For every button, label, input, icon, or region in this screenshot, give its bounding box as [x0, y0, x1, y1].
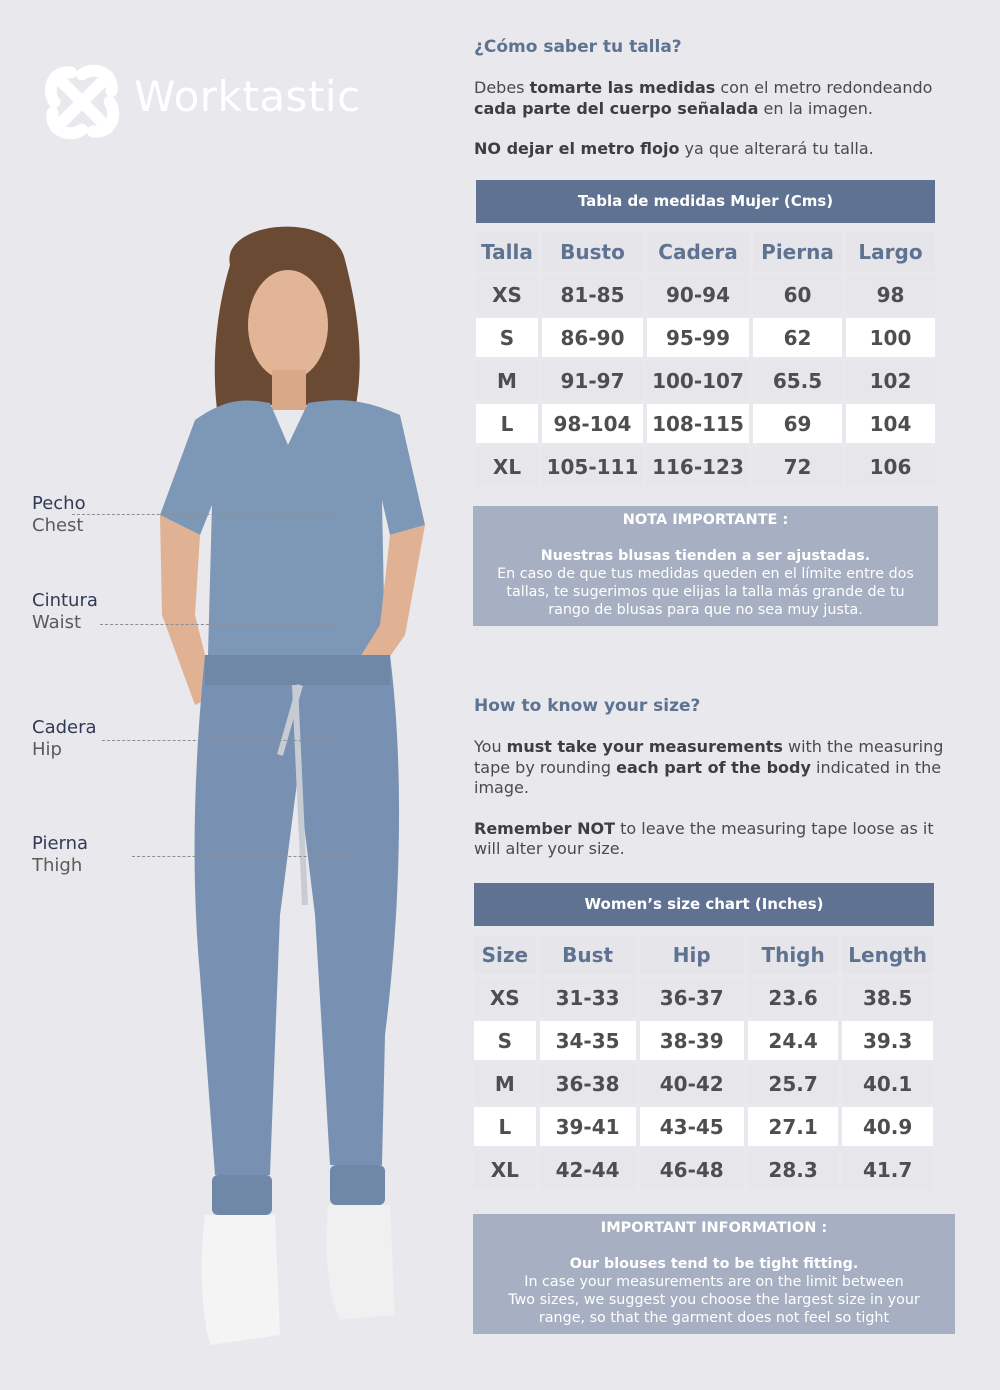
english-size-table: [474, 931, 937, 1193]
measurement-chest: [32, 493, 86, 537]
note-line: range, so that the garment does not feel so tight: [538, 1310, 890, 1326]
cell: 105-111: [542, 447, 643, 486]
table-row: [474, 978, 933, 1017]
spanish-warning: NO dejar el metro flojo ya que alterará tu talla.: [474, 139, 874, 158]
cell: XS: [474, 978, 536, 1017]
table-row: [476, 318, 935, 357]
cell: 34-35: [540, 1021, 636, 1060]
cell: 98-104: [542, 404, 643, 443]
model-photo: [100, 215, 440, 1365]
note-bold: Nuestras blusas tienden a ser ajustadas.: [540, 548, 871, 564]
table-row: [474, 1021, 933, 1060]
header-largo: Largo: [846, 232, 935, 271]
cell: 36-37: [640, 978, 744, 1017]
table-row: [476, 404, 935, 443]
note-line: En caso de que tus medidas queden en el límite entre dos: [497, 566, 914, 582]
cell: 108-115: [647, 404, 749, 443]
measurement-label-en: Waist: [32, 612, 82, 633]
spanish-section: [474, 37, 964, 160]
header-cadera: Cadera: [647, 232, 749, 271]
cell: 46-48: [640, 1150, 744, 1189]
measurement-label-es: Pecho: [32, 493, 86, 514]
cell: 27.1: [748, 1107, 838, 1146]
table-header-row: [474, 935, 933, 974]
cell: M: [474, 1064, 536, 1103]
measurement-label-en: Thigh: [32, 855, 83, 876]
table-row: [476, 447, 935, 486]
table-row: [476, 275, 935, 314]
cell: XL: [476, 447, 538, 486]
cell: 72: [753, 447, 842, 486]
cell: XS: [476, 275, 538, 314]
hip-dashed-line: [102, 740, 342, 741]
english-note-box: [473, 1214, 955, 1334]
cell: M: [476, 361, 538, 400]
measurement-label-en: Hip: [32, 739, 62, 760]
cell: 102: [846, 361, 935, 400]
spanish-instructions: Debes tomarte las medidas con el metro redondeando cada parte del cuerpo señalada en la imagen.: [474, 78, 933, 118]
measurement-waist: [32, 590, 98, 634]
cell: XL: [474, 1150, 536, 1189]
thigh-dashed-line: [132, 856, 347, 857]
cell: 104: [846, 404, 935, 443]
cell: 86-90: [542, 318, 643, 357]
cell: 41.7: [842, 1150, 933, 1189]
note-line: In case your measurements are on the limit between: [524, 1274, 904, 1290]
table-row: [474, 1150, 933, 1189]
table-row: [474, 1107, 933, 1146]
cell: 100-107: [647, 361, 749, 400]
measurement-hip: [32, 717, 97, 761]
note-line: Two sizes, we suggest you choose the largest size in your: [508, 1292, 920, 1308]
cell: 62: [753, 318, 842, 357]
measurement-label-es: Cintura: [32, 590, 98, 611]
waist-dashed-line: [100, 624, 340, 625]
cell: 65.5: [753, 361, 842, 400]
spanish-table-title: Tabla de medidas Mujer (Cms): [476, 180, 935, 223]
english-table-title: Women’s size chart (Inches): [474, 883, 934, 926]
cell: 31-33: [540, 978, 636, 1017]
header-busto: Busto: [542, 232, 643, 271]
cell: 100: [846, 318, 935, 357]
cell: 81-85: [542, 275, 643, 314]
cell: 116-123: [647, 447, 749, 486]
cell: 60: [753, 275, 842, 314]
english-instructions: You must take your measurements with the measuring tape by rounding each part of the body indicated in the image.: [474, 737, 944, 797]
cell: 95-99: [647, 318, 749, 357]
cell: 90-94: [647, 275, 749, 314]
table-header-row: [476, 232, 935, 271]
cell: 39-41: [540, 1107, 636, 1146]
cell: 23.6: [748, 978, 838, 1017]
english-question: How to know your size?: [474, 696, 701, 716]
note-line: tallas, te sugerimos que elijas la talla más grande de tu: [506, 584, 905, 600]
header-size: Size: [474, 935, 536, 974]
english-warning: Remember NOT to leave the measuring tape loose as it will alter your size.: [474, 818, 934, 858]
cell: 24.4: [748, 1021, 838, 1060]
spanish-question: ¿Cómo saber tu talla?: [474, 37, 682, 57]
worktastic-logo-icon: [36, 56, 128, 148]
cell: 39.3: [842, 1021, 933, 1060]
cell: 38.5: [842, 978, 933, 1017]
measurement-label-es: Cadera: [32, 717, 97, 738]
cell: 40-42: [640, 1064, 744, 1103]
note-bold: Our blouses tend to be tight fitting.: [569, 1256, 859, 1272]
table-row: [474, 1064, 933, 1103]
cell: 91-97: [542, 361, 643, 400]
header-talla: Talla: [476, 232, 538, 271]
note-title: NOTA IMPORTANTE :: [622, 512, 789, 528]
chest-dashed-line: [72, 514, 334, 515]
cell: 43-45: [640, 1107, 744, 1146]
cell: L: [474, 1107, 536, 1146]
cell: 40.9: [842, 1107, 933, 1146]
spanish-note-box: [473, 506, 938, 626]
cell: 69: [753, 404, 842, 443]
brand-name: Worktastic: [134, 71, 361, 121]
cell: 98: [846, 275, 935, 314]
header-hip: Hip: [640, 935, 744, 974]
header-bust: Bust: [540, 935, 636, 974]
cell: 106: [846, 447, 935, 486]
note-line: rango de blusas para que no sea muy justa.: [548, 602, 863, 618]
spanish-size-table: [476, 228, 939, 490]
brand-logo: [36, 55, 436, 149]
cell: 25.7: [748, 1064, 838, 1103]
table-row: [476, 361, 935, 400]
cell: 38-39: [640, 1021, 744, 1060]
measurement-thigh: [32, 833, 88, 877]
cell: 28.3: [748, 1150, 838, 1189]
cell: 42-44: [540, 1150, 636, 1189]
cell: L: [476, 404, 538, 443]
measurement-label-en: Chest: [32, 515, 84, 536]
measurement-label-es: Pierna: [32, 833, 89, 854]
cell: 36-38: [540, 1064, 636, 1103]
english-section: [474, 696, 964, 860]
cell: S: [476, 318, 538, 357]
cell: S: [474, 1021, 536, 1060]
header-thigh: Thigh: [748, 935, 838, 974]
header-length: Length: [842, 935, 933, 974]
header-pierna: Pierna: [753, 232, 842, 271]
note-title: IMPORTANT INFORMATION :: [600, 1220, 828, 1236]
cell: 40.1: [842, 1064, 933, 1103]
